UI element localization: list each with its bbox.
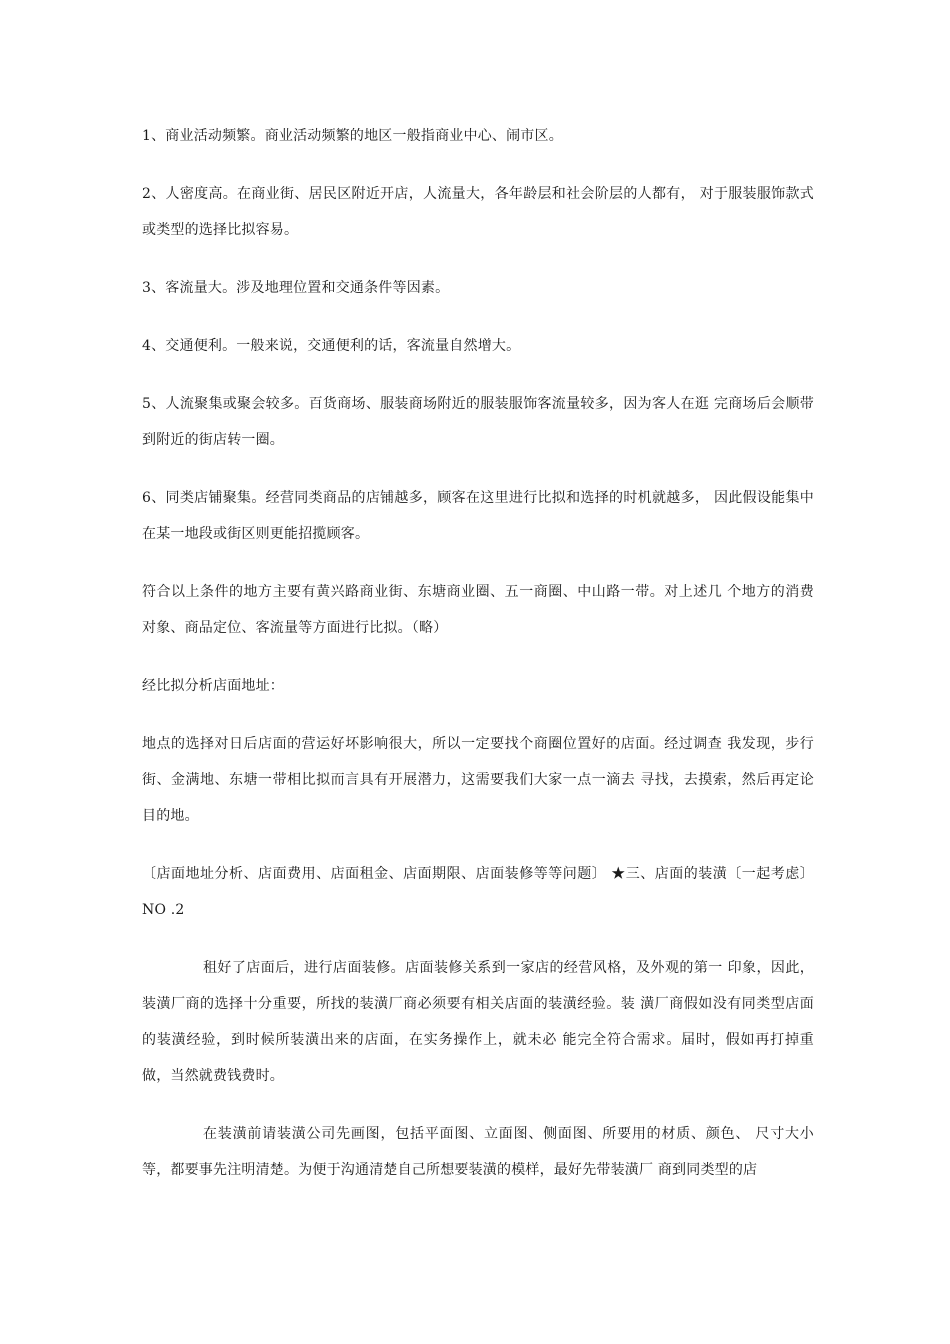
paragraph-1: 1、商业活动频繁。商业活动频繁的地区一般指商业中心、闹市区。 (142, 128, 563, 144)
paragraph-design-drawings: 在装潢前请装潢公司先画图，包括平面图、立面图、侧面图、所要用的材质、颜色、 尺寸大小等，都要事先注明清楚。为便于沟通清楚自己所想要装潢的模样，最好先带装潢厂 商到同类型的店 (142, 1126, 814, 1178)
paragraph-locations: 符合以上条件的地方主要有黄兴路商业街、东塘商业圈、五一商圈、中山路一带。对上述几 个地方的消费对象、商品定位、客流量等方面进行比拟。（略） (142, 584, 814, 636)
paragraph-2: 2、人密度高。在商业街、居民区附近开店，人流量大，各年龄层和社会阶层的人都有， 对于服装服饰款式或类型的选择比拟容易。 (142, 186, 814, 238)
paragraph-5: 5、人流聚集或聚会较多。百货商场、服装商场附近的服装服饰客流量较多，因为客人在逛 完商场后会顺带到附近的街店转一圈。 (142, 396, 814, 448)
paragraph-6: 6、同类店铺聚集。经营同类商品的店铺越多，顾客在这里进行比拟和选择的时机就越多， 因此假设能集中在某一地段或街区则更能招揽顾客。 (142, 490, 814, 542)
paragraph-renovation: 租好了店面后，进行店面装修。店面装修关系到一家店的经营风格，及外观的第一 印象，因此，装潢厂商的选择十分重要，所找的装潢厂商必须要有相关店面的装潢经验。装 潢厂商假如没有同类型店面的装潢经验，到时候所装潢出来的店面，在实务操作上，就未必 能完全符合需求。届时，假如再打掉重做，当然就费钱费时。 (142, 960, 814, 1084)
paragraph-3: 3、客流量大。涉及地理位置和交通条件等因素。 (142, 280, 450, 296)
paragraph-analysis-heading: 经比拟分析店面地址： (142, 678, 284, 694)
paragraph-site-selection: 地点的选择对日后店面的营运好坏影响很大，所以一定要找个商圈位置好的店面。经过调查 我发现，步行街、金满地、东塘一带相比拟而言具有开展潜力，这需要我们大家一点一滴去 寻找，去摸索，然后再定论目的地。 (142, 736, 814, 824)
paragraph-section-heading: 〔店面地址分析、店面费用、店面租金、店面期限、店面装修等等问题〕 ★三、店面的装潢〔一起考虑〕NO .2 (142, 866, 814, 918)
paragraph-4: 4、交通便利。一般来说，交通便利的话，客流量自然增大。 (142, 338, 521, 354)
document-body (142, 118, 814, 1210)
